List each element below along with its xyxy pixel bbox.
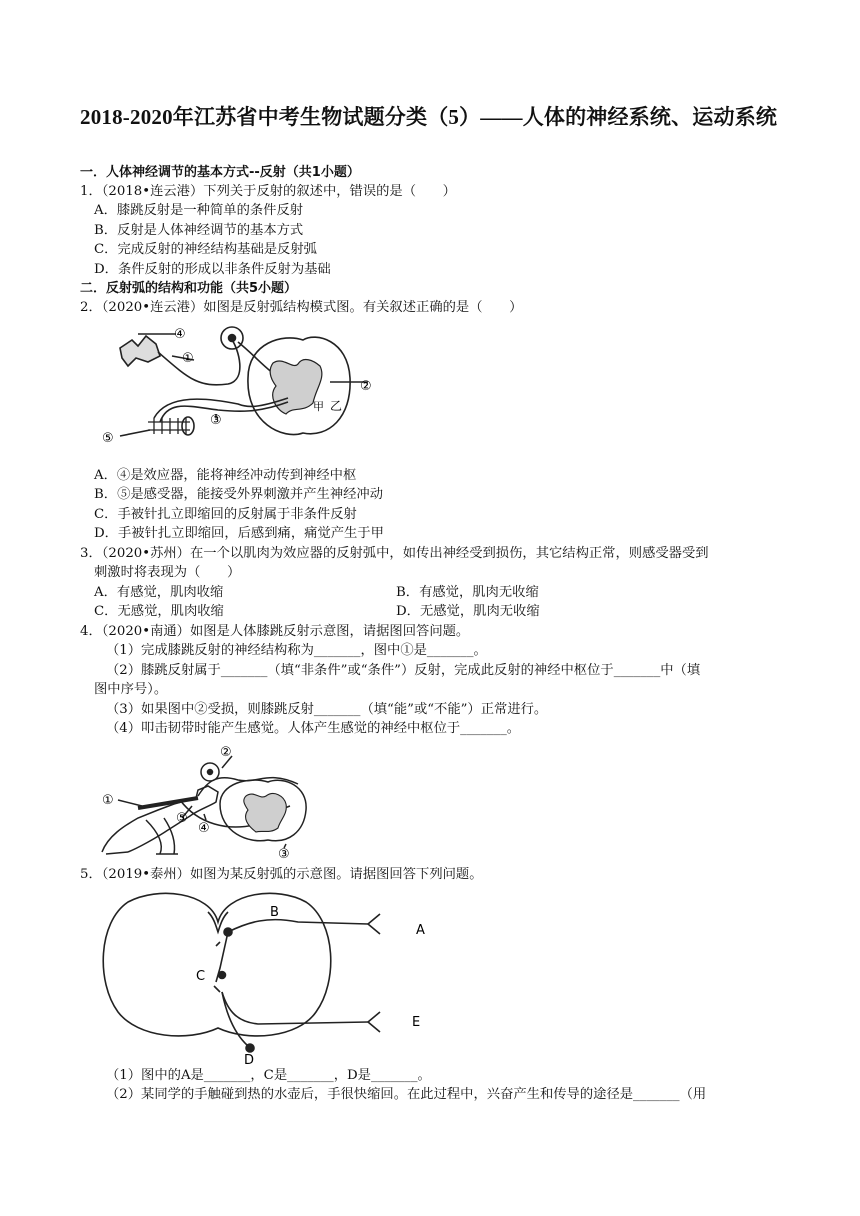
q1-option-b: B．反射是人体神经调节的基本方式	[94, 223, 304, 238]
q2-option-a: A．④是效应器，能将神经冲动传到神经中枢	[94, 468, 357, 483]
reflex-arc-figure	[98, 318, 398, 458]
q5-part-1: （1）图中的A是_______，C是_______，D是_______。	[106, 1068, 431, 1083]
q4-part-4: （4）叩击韧带时能产生感觉。人体产生感觉的神经中枢位于_______。	[106, 721, 521, 736]
fig4-label-4: ④	[198, 821, 210, 836]
q4-part-2-line2: 图中序号）。	[94, 682, 168, 697]
fig4-label-1: ①	[102, 793, 114, 808]
q1-stem: 1．（2018•连云港）下列关于反射的叙述中，错误的是（ ）	[80, 184, 456, 199]
q2-option-b: B．⑤是感受器，能接受外界刺激并产生神经冲动	[94, 487, 384, 502]
fig5-label-e: E	[412, 1015, 421, 1030]
fig2-label-yi: 乙	[330, 399, 343, 413]
q2-option-d: D．手被针扎立即缩回，后感到痛，痛觉产生于甲	[94, 526, 384, 541]
q1-option-a: A．膝跳反射是一种简单的条件反射	[94, 203, 304, 218]
fig5-label-b: B	[270, 905, 279, 920]
q5-part-2: （2）某同学的手触碰到热的水壶后，手很快缩回。在此过程中，兴奋产生和传导的途径是_______（用	[106, 1087, 707, 1102]
fig5-label-a: A	[416, 923, 425, 938]
q5-stem: 5．（2019•泰州）如图为某反射弧的示意图。请据图回答下列问题。	[80, 867, 483, 882]
fig5-label-d: D	[244, 1053, 255, 1068]
q1-option-c: C．完成反射的神经结构基础是反射弧	[94, 242, 317, 257]
fig4-label-3: ③	[278, 847, 290, 860]
q4-stem: 4．（2020•南通）如图是人体膝跳反射示意图，请据图回答问题。	[80, 624, 470, 639]
fig2-label-4: ④	[174, 327, 186, 342]
q3-stem-line2: 刺激时将表现为（ ）	[94, 565, 241, 580]
q3-option-d: D．无感觉，肌肉无收缩	[396, 604, 540, 619]
q3-option-a: A．有感觉，肌肉收缩	[94, 585, 224, 600]
fig4-label-5: ⑤	[176, 811, 188, 826]
fig4-label-2: ②	[220, 745, 232, 760]
q2-option-c: C．手被针扎立即缩回的反射属于非条件反射	[94, 507, 357, 522]
q3-stem-line1: 3．（2020•苏州）在一个以肌肉为效应器的反射弧中，如传出神经受到损伤，其它结构正常，则感受器受到	[80, 546, 709, 561]
q4-part-2-line1: （2）膝跳反射属于_______（填“非条件”或“条件”）反射，完成此反射的神经中枢位于_______中（填	[106, 663, 701, 678]
q3-option-b: B．有感觉，肌肉无收缩	[396, 585, 539, 600]
q1-option-d: D．条件反射的形成以非条件反射为基础	[94, 262, 331, 277]
knee-jerk-figure	[98, 740, 318, 860]
section-heading-1: 一．人体神经调节的基本方式--反射（共1小题）	[80, 165, 360, 180]
fig5-label-c: C	[196, 969, 206, 984]
q4-part-3: （3）如果图中②受损，则膝跳反射_______（填“能”或“不能”）正常进行。	[106, 702, 548, 717]
fig2-label-1: ①	[182, 351, 194, 366]
fig2-label-jia: 甲	[313, 400, 324, 413]
page-title: 2018-2020年江苏省中考生物试题分类（5）——人体的神经系统、运动系统	[80, 105, 778, 129]
q2-stem: 2．（2020•连云港）如图是反射弧结构模式图。有关叙述正确的是（ ）	[80, 300, 523, 315]
fig2-label-3: ③	[210, 413, 222, 428]
q3-option-c: C．无感觉，肌肉收缩	[94, 604, 224, 619]
q4-part-1: （1）完成膝跳反射的神经结构称为_______，图中①是_______。	[106, 643, 487, 658]
fig2-label-2: ②	[360, 379, 372, 394]
section-heading-2: 二．反射弧的结构和功能（共5小题）	[80, 281, 298, 296]
fig2-label-5: ⑤	[102, 431, 114, 446]
reflex-arc-figure-2	[98, 882, 438, 1068]
